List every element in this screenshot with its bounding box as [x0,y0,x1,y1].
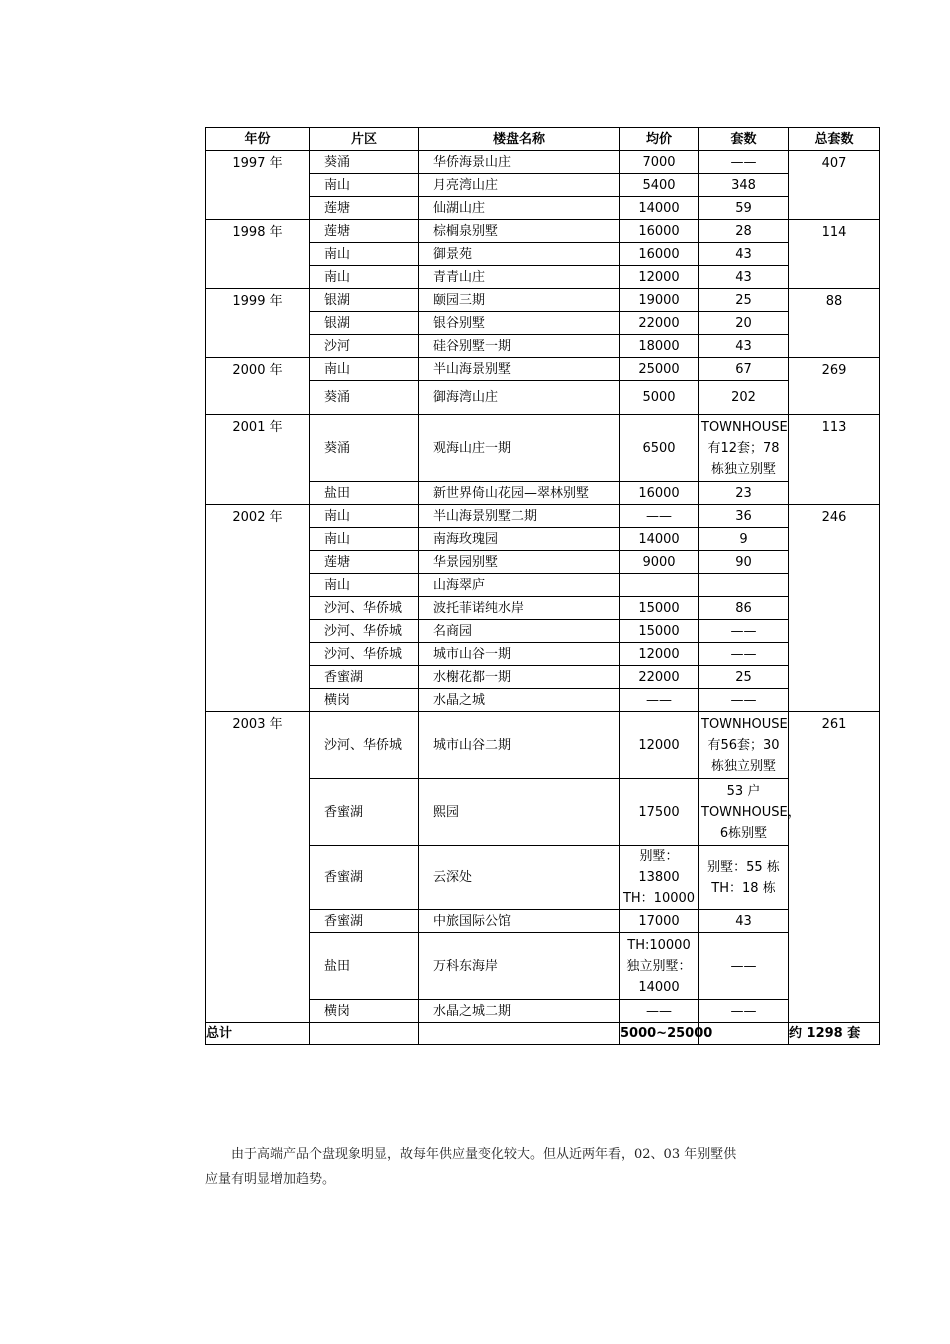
units-cell: —— [699,643,789,666]
table-body [206,151,880,1023]
header-units: 套数 [699,128,789,151]
units-cell: 53 户TOWNHOUSE，6栋别墅 [699,779,789,846]
avg-price-cell: 别墅：13800 TH：10000 [620,846,699,910]
header-project-name: 楼盘名称 [419,128,620,151]
year-total-cell: 113 [789,415,880,505]
units-cell: —— [699,689,789,712]
district-cell: 沙河、华侨城 [310,620,419,643]
table-row [206,220,880,243]
avg-price-cell: 18000 [620,335,699,358]
avg-price-cell: 16000 [620,482,699,505]
project-name-cell: 名商园 [419,620,620,643]
project-name-cell: 水晶之城 [419,689,620,712]
project-name-cell: 御景苑 [419,243,620,266]
units-cell: 67 [699,358,789,381]
units-cell: 348 [699,174,789,197]
avg-price-cell: 22000 [620,312,699,335]
avg-price-cell [620,574,699,597]
project-name-cell: 城市山谷一期 [419,643,620,666]
units-cell: 43 [699,335,789,358]
avg-price-cell: 15000 [620,597,699,620]
header-year: 年份 [206,128,310,151]
avg-price-cell: 16000 [620,243,699,266]
year-cell: 2001 年 [206,415,310,505]
district-cell: 南山 [310,266,419,289]
avg-price-cell: 25000 [620,358,699,381]
project-name-cell: 万科东海岸 [419,933,620,1000]
avg-price-cell: 14000 [620,528,699,551]
district-cell: 香蜜湖 [310,666,419,689]
units-cell: —— [699,151,789,174]
avg-price-cell: 7000 [620,151,699,174]
avg-price-cell: 12000 [620,712,699,779]
avg-price-cell: 9000 [620,551,699,574]
units-cell: TOWNHOUSE 有12套；78 栋独立别墅 [699,415,789,482]
year-total-cell: 407 [789,151,880,220]
units-cell: 别墅：55 栋 TH：18 栋 [699,846,789,910]
units-cell: 28 [699,220,789,243]
table-row [206,358,880,381]
year-cell: 2003 年 [206,712,310,1023]
units-cell: 9 [699,528,789,551]
summary-row [206,1023,880,1045]
district-cell: 横岗 [310,1000,419,1023]
district-cell: 南山 [310,174,419,197]
table-header-row [206,128,880,151]
avg-price-cell: 15000 [620,620,699,643]
year-cell: 1999 年 [206,289,310,358]
district-cell: 南山 [310,505,419,528]
project-name-cell: 云深处 [419,846,620,910]
project-name-cell: 颐园三期 [419,289,620,312]
units-cell: 86 [699,597,789,620]
avg-price-cell: 12000 [620,266,699,289]
units-cell: —— [699,1000,789,1023]
units-cell: 43 [699,910,789,933]
units-cell: 25 [699,289,789,312]
district-cell: 莲塘 [310,197,419,220]
district-cell: 南山 [310,528,419,551]
project-name-cell: 半山海景别墅 [419,358,620,381]
project-name-cell: 青青山庄 [419,266,620,289]
district-cell: 葵涌 [310,381,419,415]
summary-total: 约 1298 套 [789,1023,880,1045]
table-row [206,289,880,312]
project-name-cell: 观海山庄一期 [419,415,620,482]
avg-price-cell: 17500 [620,779,699,846]
year-cell: 1997 年 [206,151,310,220]
body-paragraph: 由于高端产品个盘现象明显，故每年供应量变化较大。但从近两年看，02、03 年别墅供应量有明显增加趋势。 [205,1147,737,1187]
header-avg-price: 均价 [620,128,699,151]
district-cell: 盐田 [310,482,419,505]
district-cell: 葵涌 [310,151,419,174]
project-name-cell: 半山海景别墅二期 [419,505,620,528]
district-cell: 莲塘 [310,220,419,243]
units-cell: 43 [699,243,789,266]
table-row [206,151,880,174]
units-cell: 43 [699,266,789,289]
units-cell: 20 [699,312,789,335]
units-cell: 202 [699,381,789,415]
avg-price-cell: 14000 [620,197,699,220]
avg-price-cell: 22000 [620,666,699,689]
units-cell: 36 [699,505,789,528]
project-name-cell: 银谷别墅 [419,312,620,335]
project-name-cell: 山海翠庐 [419,574,620,597]
year-total-cell: 261 [789,712,880,1023]
avg-price-cell: 16000 [620,220,699,243]
district-cell: 南山 [310,574,419,597]
district-cell: 沙河、华侨城 [310,597,419,620]
avg-price-cell: —— [620,1000,699,1023]
avg-price-cell: 19000 [620,289,699,312]
year-cell: 2002 年 [206,505,310,712]
summary-empty [419,1023,620,1045]
project-name-cell: 硅谷别墅一期 [419,335,620,358]
units-cell: 23 [699,482,789,505]
project-name-cell: 波托菲诺纯水岸 [419,597,620,620]
year-cell: 1998 年 [206,220,310,289]
district-cell: 沙河、华侨城 [310,643,419,666]
year-total-cell: 88 [789,289,880,358]
project-name-cell: 华侨海景山庄 [419,151,620,174]
header-total-units: 总套数 [789,128,880,151]
units-cell [699,574,789,597]
avg-price-cell: 6500 [620,415,699,482]
project-name-cell: 水榭花都一期 [419,666,620,689]
district-cell: 香蜜湖 [310,846,419,910]
district-cell: 南山 [310,243,419,266]
summary-empty [699,1023,789,1045]
district-cell: 香蜜湖 [310,910,419,933]
year-total-cell: 246 [789,505,880,712]
project-name-cell: 新世界倚山花园—翠林别墅 [419,482,620,505]
units-cell: TOWNHOUSE 有56套；30 栋独立别墅 [699,712,789,779]
year-total-cell: 269 [789,358,880,415]
district-cell: 银湖 [310,289,419,312]
avg-price-cell: —— [620,505,699,528]
summary-label: 总计 [206,1023,310,1045]
project-name-cell: 水晶之城二期 [419,1000,620,1023]
project-name-cell: 南海玫瑰园 [419,528,620,551]
units-cell: 90 [699,551,789,574]
district-cell: 莲塘 [310,551,419,574]
district-cell: 横岗 [310,689,419,712]
summary-price-range: 5000~25000 [620,1023,699,1045]
project-name-cell: 熙园 [419,779,620,846]
project-name-cell: 棕榈泉别墅 [419,220,620,243]
avg-price-cell: TH:10000 独立别墅：14000 [620,933,699,1000]
district-cell: 南山 [310,358,419,381]
units-cell: —— [699,620,789,643]
project-name-cell: 华景园别墅 [419,551,620,574]
year-cell: 2000 年 [206,358,310,415]
avg-price-cell: 12000 [620,643,699,666]
table-row [206,505,880,528]
project-name-cell: 中旅国际公馆 [419,910,620,933]
summary-empty [310,1023,419,1045]
units-cell: —— [699,933,789,1000]
district-cell: 沙河、华侨城 [310,712,419,779]
district-cell: 葵涌 [310,415,419,482]
district-cell: 盐田 [310,933,419,1000]
table-row [206,712,880,779]
district-cell: 沙河 [310,335,419,358]
units-cell: 25 [699,666,789,689]
district-cell: 银湖 [310,312,419,335]
district-cell: 香蜜湖 [310,779,419,846]
villa-supply-table [205,127,880,1045]
avg-price-cell: 5400 [620,174,699,197]
project-name-cell: 月亮湾山庄 [419,174,620,197]
project-name-cell: 御海湾山庄 [419,381,620,415]
units-cell: 59 [699,197,789,220]
avg-price-cell: —— [620,689,699,712]
year-total-cell: 114 [789,220,880,289]
header-district: 片区 [310,128,419,151]
project-name-cell: 仙湖山庄 [419,197,620,220]
avg-price-cell: 17000 [620,910,699,933]
project-name-cell: 城市山谷二期 [419,712,620,779]
avg-price-cell: 5000 [620,381,699,415]
table-row [206,415,880,482]
